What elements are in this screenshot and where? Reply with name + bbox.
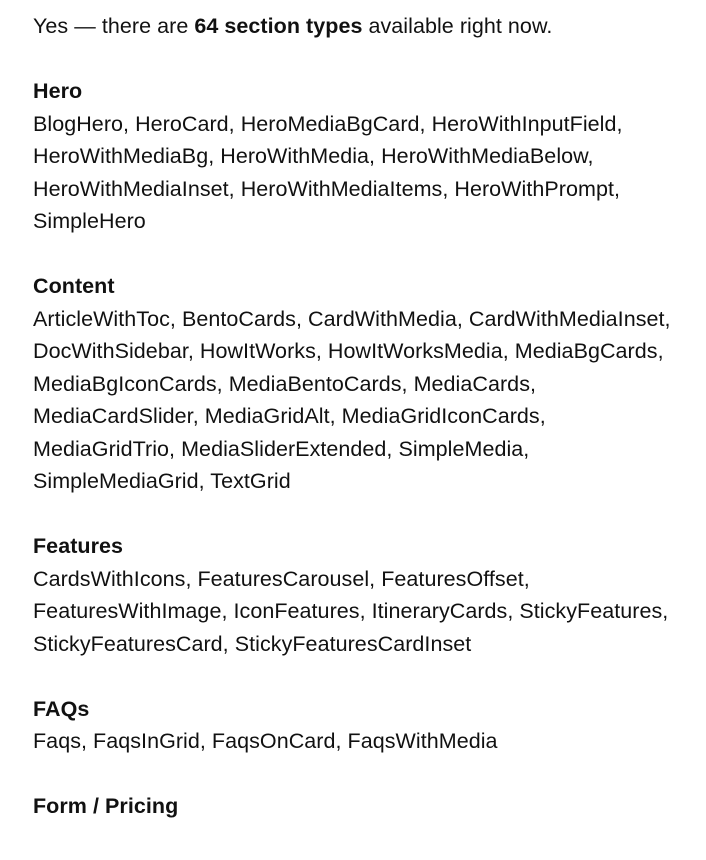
section-items: ArticleWithToc, BentoCards, CardWithMedia, CardWithMediaInset, DocWithSidebar, HowItWorks, HowItWorksMedia, MediaBgCards, MediaBgIconCards, MediaBentoCards, MediaCards, MediaCardSlider, MediaGridAlt, MediaGridIconCards, MediaGridTrio, MediaSliderExtended, SimpleMedia, SimpleMediaGrid, TextGrid [33, 306, 671, 493]
section-features [33, 530, 673, 660]
section-title: FAQs [33, 696, 90, 721]
section-title: Content [33, 274, 115, 298]
intro-suffix: available right now. [362, 14, 553, 38]
intro-count: 64 section types [194, 14, 363, 38]
section-items: CardsWithIcons, FeaturesCarousel, FeaturesOffset, FeaturesWithImage, IconFeatures, ItineraryCards, StickyFeatures, StickyFeaturesCard, StickyFeaturesCardInset [33, 566, 669, 656]
section-content [33, 270, 673, 498]
section-title: Hero [33, 79, 83, 103]
section-items: Faqs, FaqsInGrid, FaqsOnCard, FaqsWithMedia [33, 729, 498, 753]
response-text [33, 10, 673, 844]
section-hero [33, 75, 673, 238]
section-faqs [33, 693, 673, 758]
section-title-form-pricing: Form / Pricing [33, 794, 179, 818]
intro-prefix: Yes — there are [33, 14, 195, 38]
section-title: Features [33, 534, 124, 558]
intro-paragraph [33, 10, 673, 43]
section-items: BlogHero, HeroCard, HeroMediaBgCard, HeroWithInputField, HeroWithMediaBg, HeroWithMedia, HeroWithMediaBelow, HeroWithMediaInset, HeroWithMediaItems, HeroWithPrompt, SimpleHero [33, 111, 623, 233]
